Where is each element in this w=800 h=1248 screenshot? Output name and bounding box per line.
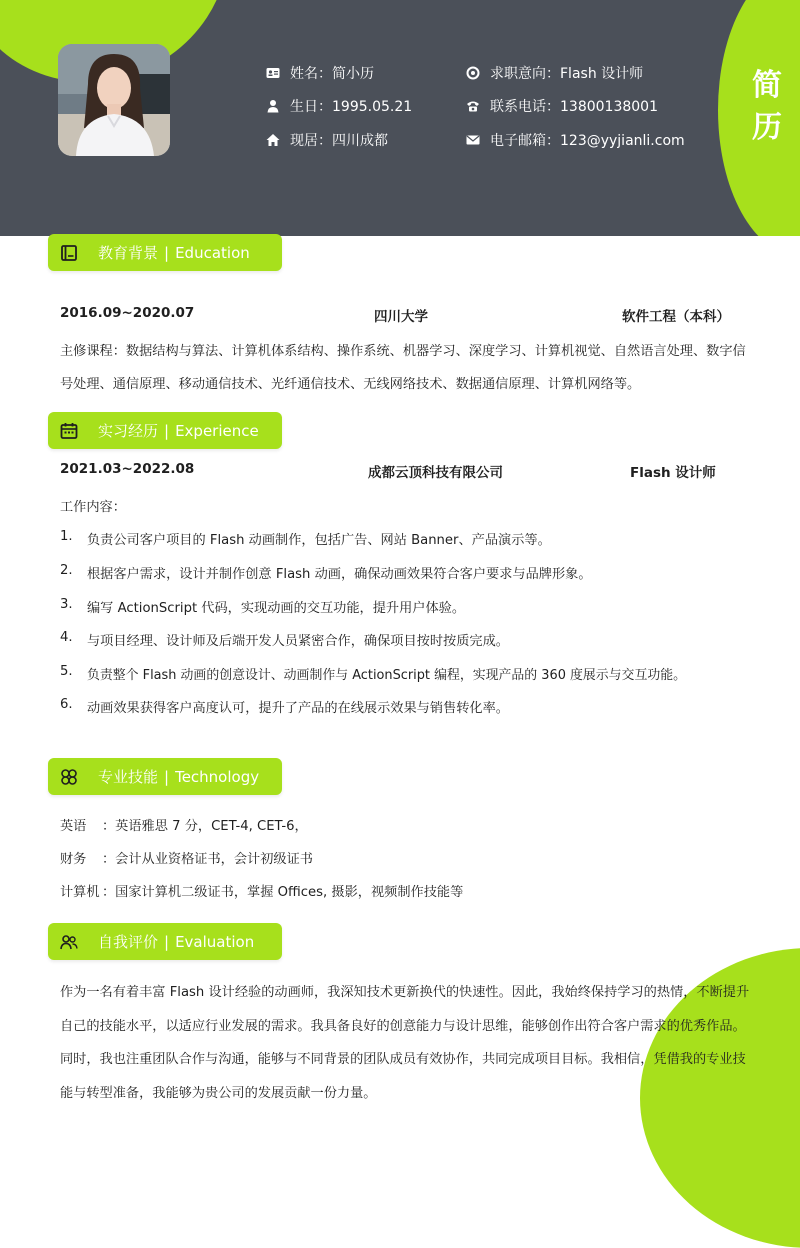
experience-content-label: 工作内容： bbox=[60, 500, 126, 515]
section-title-cn: 教育背景 bbox=[98, 244, 159, 262]
person-icon bbox=[266, 99, 280, 113]
section-header-experience: 实习经历 | Experience bbox=[48, 412, 282, 449]
info-name bbox=[266, 63, 374, 83]
mail-icon bbox=[466, 133, 480, 147]
name-text: 姓名：简小历 bbox=[290, 66, 374, 82]
section-title-cn: 自我评价 bbox=[98, 933, 159, 951]
education-courses-line-2: 号处理、通信原理、移动通信技术、光纤通信技术、无线网络技术、数据通信原理、计算机网络等。 bbox=[60, 377, 641, 392]
skill-label: 财务 bbox=[60, 852, 87, 867]
education-period: 2016.09~2020.07 bbox=[60, 305, 195, 321]
phone-icon bbox=[466, 99, 480, 113]
education-school: 四川大学 bbox=[374, 309, 428, 325]
education-major: 软件工程（本科） bbox=[622, 309, 730, 325]
list-item-number: 6. bbox=[60, 697, 73, 712]
evaluation-line-4: 能与转型准备，我能够为贵公司的发展贡献一份力量。 bbox=[60, 1086, 377, 1101]
list-item: 编写 ActionScript 代码，实现动画的交互功能，提升用户体验。 bbox=[87, 601, 466, 616]
skill-value: ：英语雅思 7 分，CET-4, CET-6， bbox=[102, 819, 308, 834]
calendar-icon bbox=[60, 422, 78, 440]
list-item-number: 1. bbox=[60, 529, 73, 544]
section-title-cn: 专业技能 bbox=[98, 768, 159, 786]
clover-icon bbox=[60, 768, 78, 786]
info-email bbox=[466, 130, 685, 150]
list-item: 与项目经理、设计师及后端开发人员紧密合作，确保项目按时按质完成。 bbox=[87, 634, 509, 649]
skill-value: ：国家计算机二级证书，掌握 Offices, 摄影，视频制作技能等 bbox=[102, 885, 464, 900]
list-item-number: 4. bbox=[60, 630, 73, 645]
list-item-number: 2. bbox=[60, 563, 73, 578]
section-title-en: Experience bbox=[175, 421, 259, 440]
info-birth bbox=[266, 96, 412, 116]
resume-title-char-2: 历 bbox=[752, 110, 782, 145]
evaluation-line-1: 作为一名有着丰富 Flash 设计经验的动画师，我深知技术更新换代的快速性。因此，我始终保持学习的热情，不断提升 bbox=[60, 985, 750, 1000]
home-icon bbox=[266, 133, 280, 147]
list-item-number: 3. bbox=[60, 597, 73, 612]
experience-position: Flash 设计师 bbox=[630, 465, 716, 481]
list-item: 负责整个 Flash 动画的创意设计、动画制作与 ActionScript 编程，实现产品的 360 度展示与交互功能。 bbox=[87, 668, 687, 683]
email-text: 电子邮箱：123@yyjianli.com bbox=[490, 133, 685, 149]
header-banner bbox=[0, 0, 800, 236]
section-title-cn: 实习经历 bbox=[98, 422, 159, 440]
section-header-education: 教育背景 | Education bbox=[48, 234, 282, 271]
skill-label: 计算机 bbox=[60, 885, 100, 900]
id-card-icon bbox=[266, 66, 280, 80]
list-item-number: 5. bbox=[60, 664, 73, 679]
section-title-en: Evaluation bbox=[175, 932, 255, 951]
list-item: 动画效果获得客户高度认可，提升了产品的在线展示效果与销售转化率。 bbox=[87, 701, 509, 716]
evaluation-line-2: 自己的技能水平，以适应行业发展的需求。我具备良好的创意能力与设计思维，能够创作出符合客户需求的优秀作品。 bbox=[60, 1019, 746, 1034]
resume-title-char-1: 简 bbox=[752, 68, 782, 103]
info-residence bbox=[266, 130, 388, 150]
objective-text: 求职意向：Flash 设计师 bbox=[490, 66, 644, 82]
list-item: 负责公司客户项目的 Flash 动画制作，包括广告、网站 Banner、产品演示等。 bbox=[87, 533, 551, 548]
experience-company: 成都云顶科技有限公司 bbox=[368, 465, 503, 481]
skill-label: 英语 bbox=[60, 819, 87, 834]
experience-period: 2021.03~2022.08 bbox=[60, 461, 195, 477]
residence-text: 现居：四川成都 bbox=[290, 133, 388, 149]
info-phone bbox=[466, 96, 658, 116]
education-courses-line-1: 主修课程：数据结构与算法、计算机体系结构、操作系统、机器学习、深度学习、计算机视觉、自然语言处理、数字信 bbox=[60, 344, 746, 359]
profile-photo bbox=[58, 44, 170, 156]
section-header-evaluation: 自我评价 | Evaluation bbox=[48, 923, 282, 960]
phone-text: 联系电话：13800138001 bbox=[490, 99, 658, 115]
skill-value: ：会计从业资格证书，会计初级证书 bbox=[102, 852, 313, 867]
section-title-en: Education bbox=[175, 243, 250, 262]
list-item: 根据客户需求，设计并制作创意 Flash 动画，确保动画效果符合客户要求与品牌形象。 bbox=[87, 567, 592, 582]
section-title-en: Technology bbox=[175, 767, 260, 786]
birth-text: 生日：1995.05.21 bbox=[290, 99, 413, 115]
target-icon bbox=[466, 66, 480, 80]
section-header-skills: 专业技能 | Technology bbox=[48, 758, 282, 795]
evaluation-line-3: 同时，我也注重团队合作与沟通，能够与不同背景的团队成员有效协作，共同完成项目目标。我相信，凭借我的专业技 bbox=[60, 1052, 746, 1067]
people-icon bbox=[60, 933, 78, 951]
info-objective bbox=[466, 63, 643, 83]
book-icon bbox=[60, 244, 78, 262]
